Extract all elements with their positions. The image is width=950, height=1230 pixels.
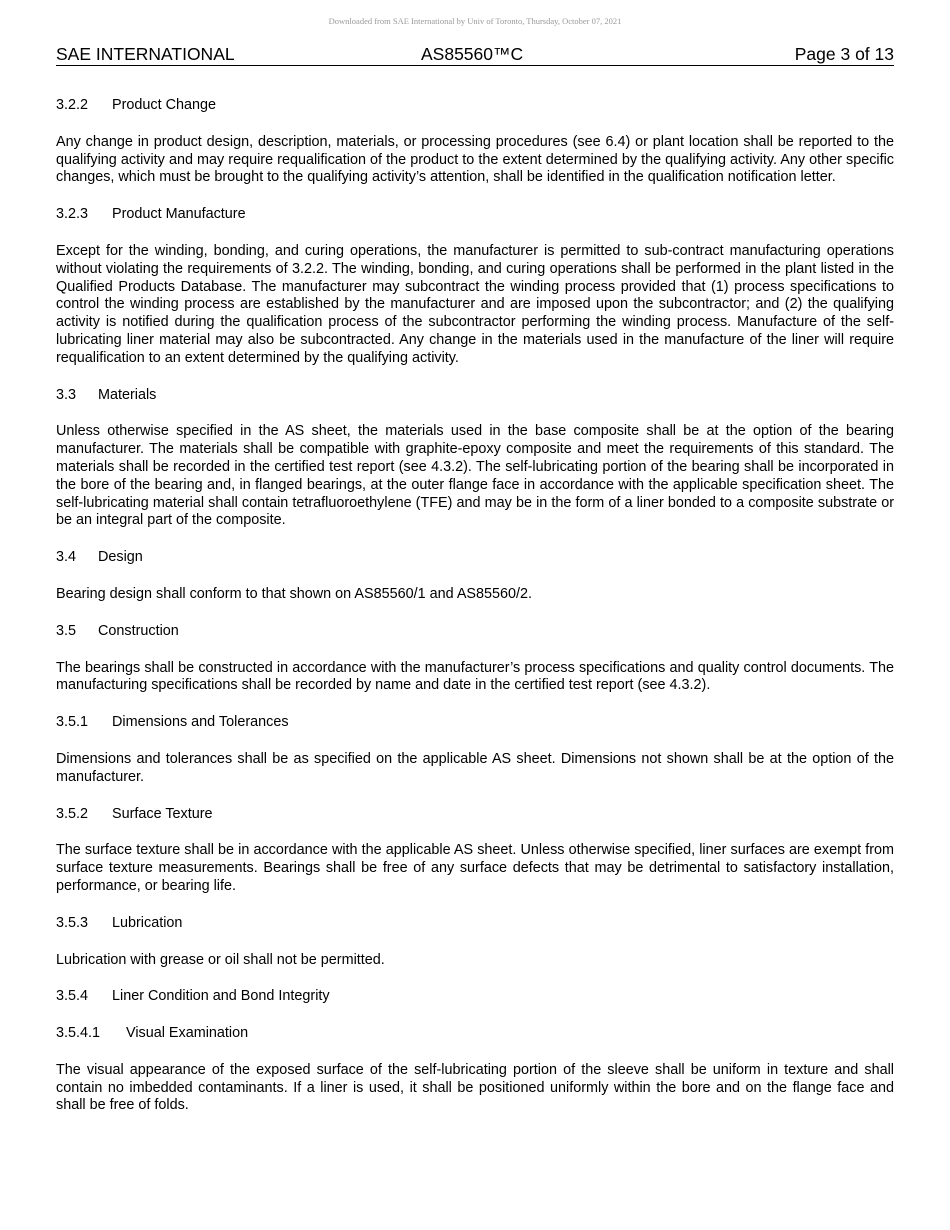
section-number: 3.5.4 [56,988,89,1005]
section-number: 3.5.4.1 [56,1025,101,1042]
section-heading-3-5-2 [56,806,894,824]
paragraph-design: Bearing design shall conform to that shown on AS85560/1 and AS85560/2. [56,585,533,602]
section-title: Liner Condition and Bond Integrity [112,988,330,1005]
section-title: Dimensions and Tolerances [112,714,289,731]
header-page-number: Page 3 of 13 [794,44,894,64]
section-number: 3.5 [56,622,77,639]
section-heading-3-5-4 [56,988,894,1006]
section-heading-3-5-3 [56,915,894,933]
section-heading-3-5 [56,623,894,641]
paragraph-surface-texture: The surface texture shall be in accordance with the applicable AS sheet. Unless otherwise specified, liner surfaces are exempt from surface texture measurements. Bearings shall be free of any surface defects that may be detrimental to satisfactory installation, performance, or bearing life. [56,842,894,894]
section-title: Visual Examination [126,1025,249,1042]
section-heading-3-4 [56,549,894,567]
section-number: 3.2.2 [56,97,89,113]
paragraph-lubrication: Lubrication with grease or oil shall not be permitted. [56,951,385,968]
paragraph-product-change: Any change in product design, description, materials, or processing procedures (see 6.4) or plant location shall be reported to the qualifying activity and may require requalification of the product to the extent determined by the qualifying activity. Any other specific changes, which must be brought to the qualifying activity’s attention, shall be identified in the qualification notification letter. [56,133,894,186]
section-number: 3.3 [56,386,77,403]
section-title: Materials [98,386,157,403]
section-title: Surface Texture [112,805,213,822]
download-watermark: Downloaded from SAE International by Univ of Toronto, Thursday, October 07, 2021 [328,16,622,26]
paragraph-product-manufacture: Except for the winding, bonding, and curing operations, the manufacturer is permitted to sub-contract manufacturing operations without violating the requirements of 3.2.2. The winding, bonding, and curing operations shall be performed in the plant listed in the Qualified Products Database. The manufacturer may subcontract the winding process provided that (1) process specifications to control the winding process are established by the manufacturer and are imposed upon the subcontractor; and (2) the qualifying activity is notified during the qualification process of the subcontractor performing the winding process. Manufacture of the self-lubricating liner material may also be subcontracted. Any change in the materials used in the manufacture of the liner will require requalification to an extent determined by the qualifying activity. [56,242,894,366]
page-header [56,44,894,66]
document-body [56,97,894,1134]
header-org: SAE INTERNATIONAL [56,44,235,64]
section-heading-3-5-1 [56,714,894,732]
section-heading-3-5-4-1 [56,1025,894,1043]
section-number: 3.5.1 [56,714,89,731]
section-number: 3.2.3 [56,206,89,223]
section-heading-3-3 [56,387,894,405]
section-heading-3-2-3 [56,206,894,224]
section-title: Construction [98,622,179,639]
paragraph-materials: Unless otherwise specified in the AS sheet, the materials used in the base composite shall be at the option of the bearing manufacturer. The materials shall be compatible with graphite-epoxy composite and meet the requirements of this standard. The materials shall be recorded in the certified test report (see 4.3.2). The self-lubricating portion of the bearing shall be incorporated in the bore of the bearing and, in flanged bearings, at the outer flange face in accordance with the applicable specification sheet. The self-lubricating material shall contain tetrafluoroethylene (TFE) and may be in the form of a liner bonded to a composite substrate or be an integral part of the composite. [56,423,894,529]
section-title: Design [98,549,143,566]
section-heading-3-2-2 [56,97,894,115]
section-number: 3.5.2 [56,805,89,822]
paragraph-construction: The bearings shall be constructed in accordance with the manufacturer’s process specifications and quality control documents. The manufacturing specifications shall be recorded by name and date in the certified test report (see 4.3.2). [56,659,894,694]
section-title: Product Change [112,97,217,113]
section-title: Lubrication [112,914,183,931]
paragraph-visual-examination: The visual appearance of the exposed surface of the self-lubricating portion of the sleeve shall be uniform in texture and shall contain no imbedded contaminants. If a liner is used, it shall be positioned uniformly within the bore and on the flange face and shall be free of folds. [56,1061,894,1114]
section-number: 3.5.3 [56,914,89,931]
paragraph-dimensions: Dimensions and tolerances shall be as specified on the applicable AS sheet. Dimensions not shown shall be at the option of the manufacturer. [56,750,894,785]
section-title: Product Manufacture [112,206,246,223]
section-number: 3.4 [56,549,77,566]
header-doc-id: AS85560™C [421,44,524,64]
